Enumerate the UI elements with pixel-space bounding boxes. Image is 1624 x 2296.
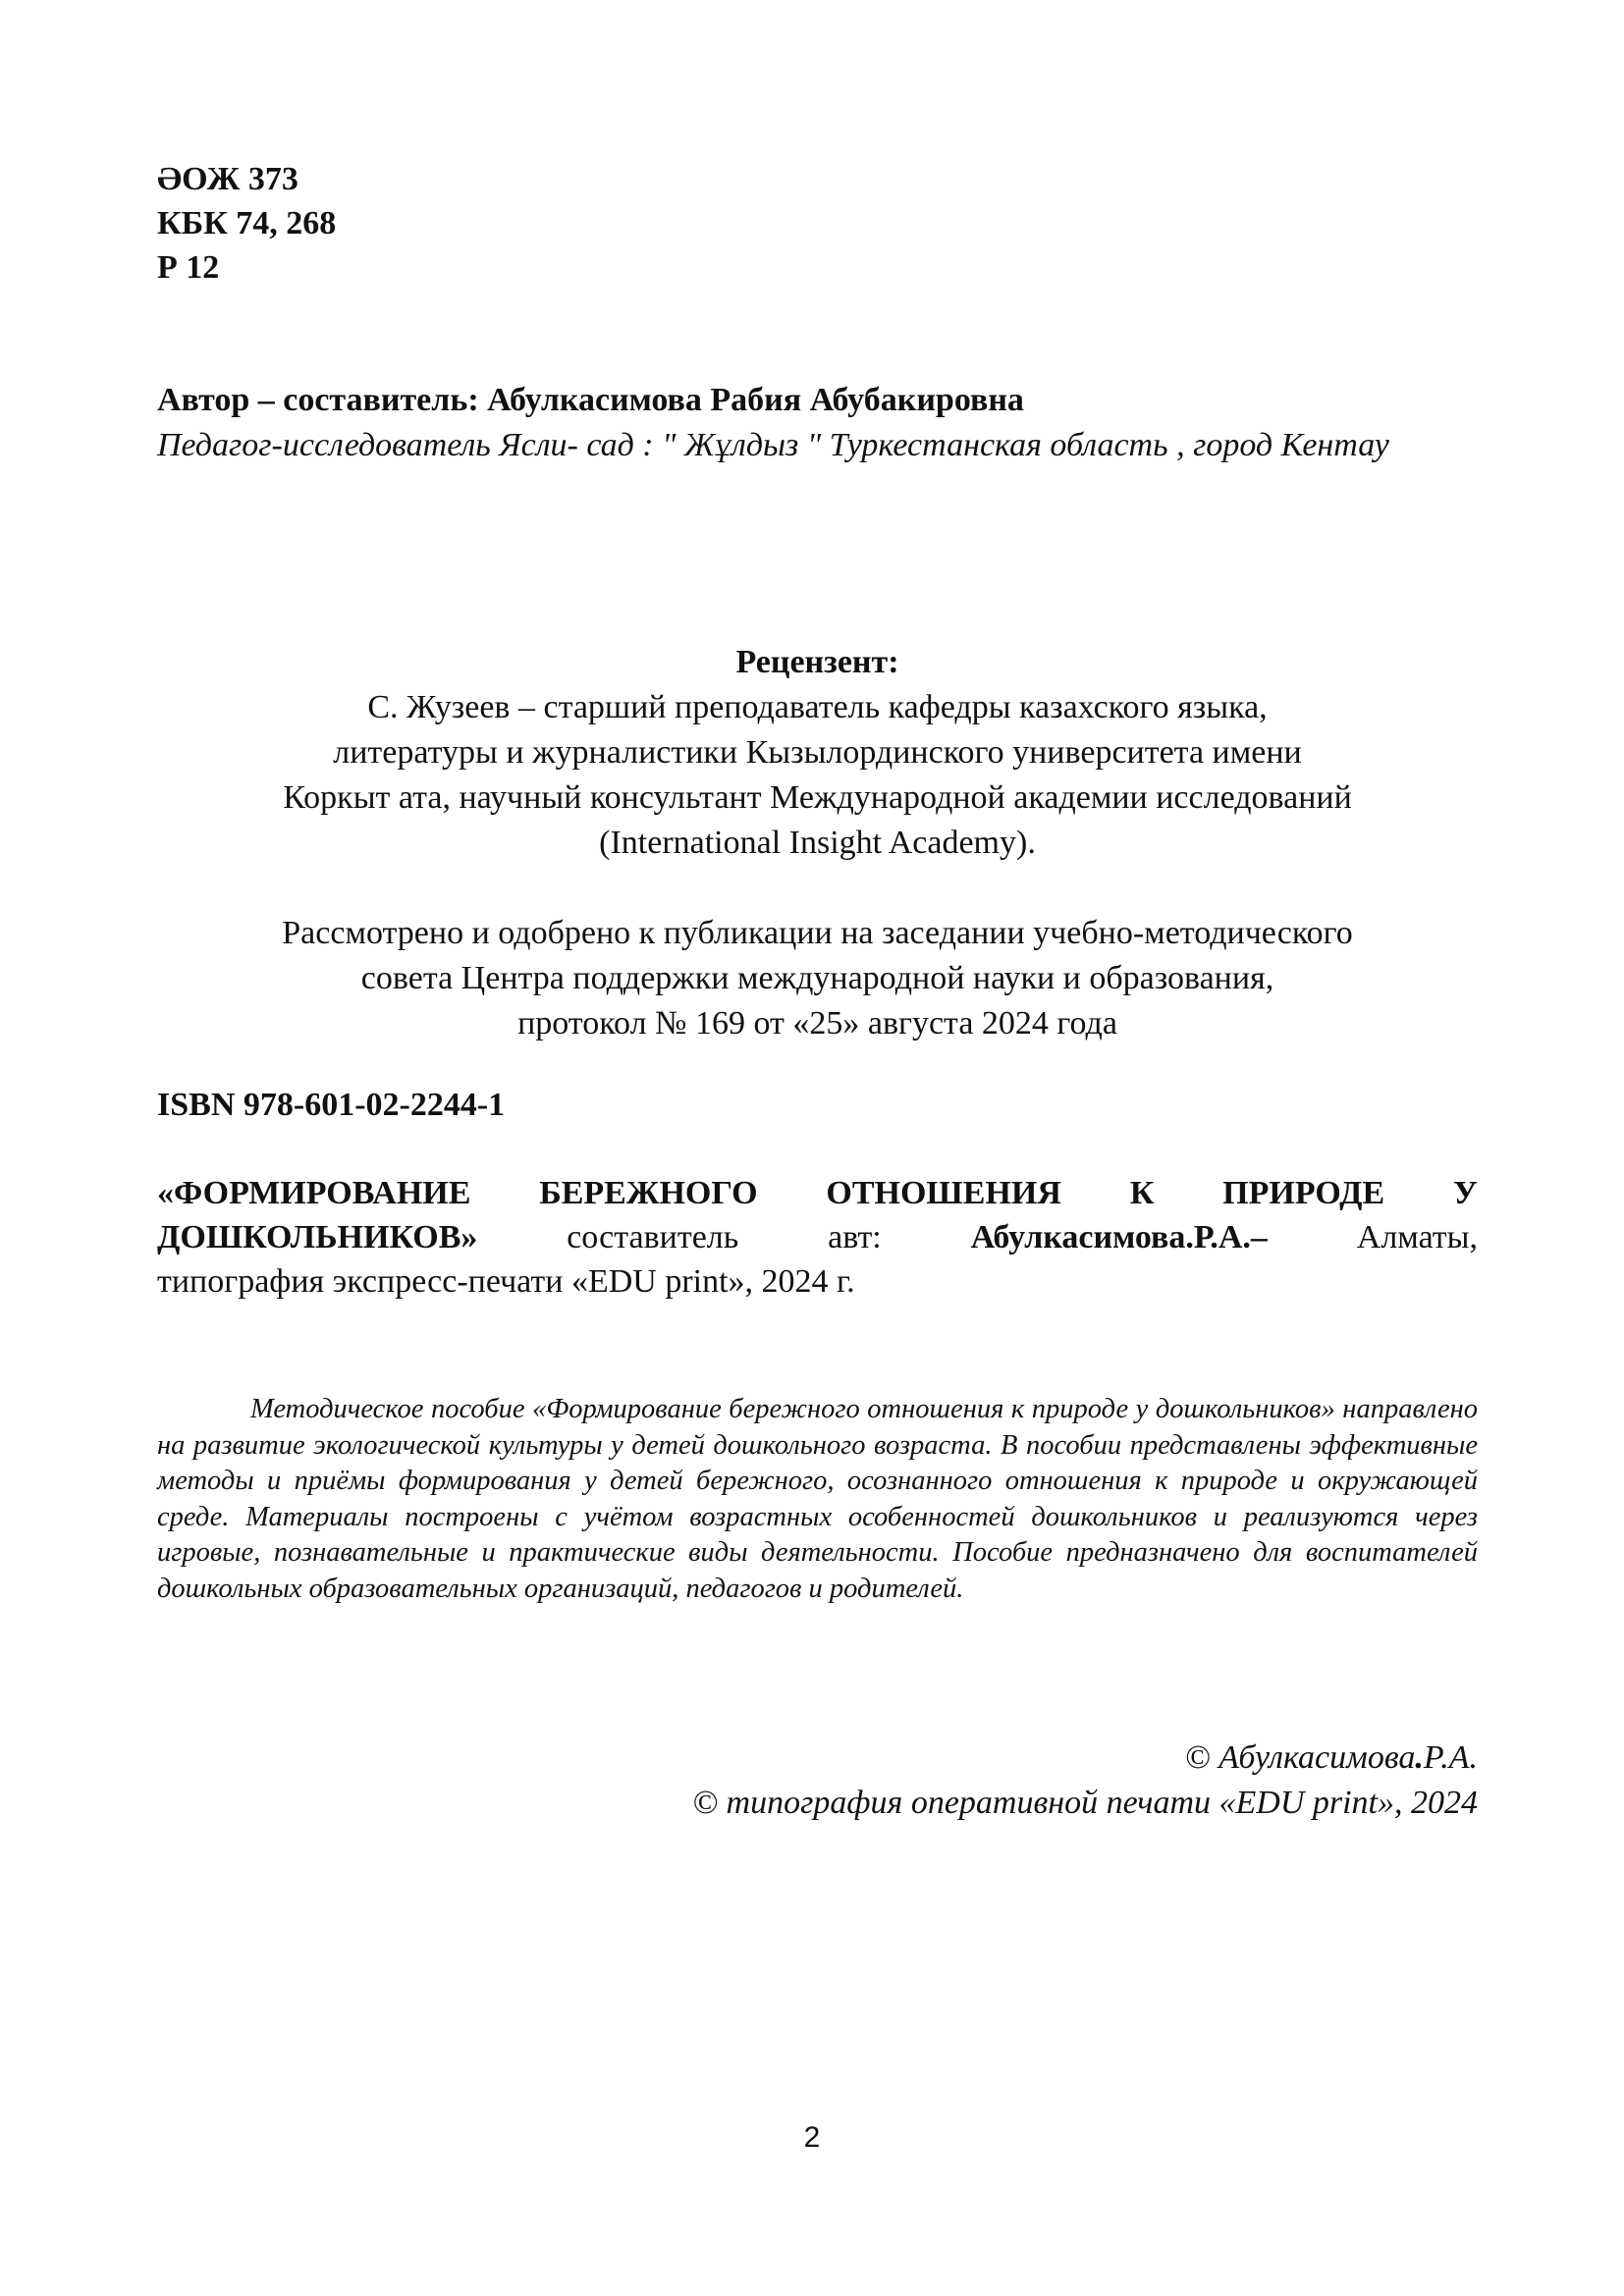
- title-word: «ФОРМИРОВАНИЕ: [157, 1175, 471, 1211]
- udc-code: ӘОЖ 373: [157, 161, 298, 197]
- reviewer-line: (International Insight Academy).: [599, 825, 1036, 861]
- title-word: БЕРЕЖНОГО: [539, 1175, 758, 1211]
- reviewer-line: С. Жузеев – старший преподаватель кафедры казахского языка,: [367, 689, 1268, 725]
- copyright-section: [157, 1735, 1478, 1826]
- abstract: [157, 1392, 1478, 1607]
- page-number: 2: [803, 2121, 821, 2154]
- approval-line: Рассмотрено и одобрено к публикации на заседании учебно-методического: [282, 915, 1353, 951]
- copyright-author-name: © Абулкасимова: [1184, 1739, 1416, 1776]
- compiler-label: составитель: [567, 1219, 739, 1255]
- copyright-publisher: © типография оперативной печати «EDU print», 2024: [692, 1785, 1478, 1821]
- classification-codes: [157, 157, 1478, 290]
- title-word: ОТНОШЕНИЯ: [826, 1175, 1061, 1211]
- bbk-code: КБК 74, 268: [157, 205, 337, 241]
- author-affiliation: Педагог-исследователь Ясли- сад : " Жұлдыз " Туркестанская область , город Кентау: [157, 427, 1389, 463]
- approval-section: [157, 911, 1478, 1046]
- bibliographic-record: [157, 1171, 1478, 1304]
- reviewer-line: литературы и журналистики Кызылординского университета имени: [333, 734, 1302, 771]
- copyright-dot: .: [1415, 1739, 1424, 1776]
- abstract-text: Методическое пособие «Формирование бережного отношения к природе у дошкольников» направлено на развитие экологической культуры у детей дошкольного возраста. В пособии представлены эффективные методы и приёмы формирования у детей бережного, осознанного отношения к природе и окружающей среде. Материалы построены с учётом возрастных особенностей дошкольников и реализуются через игровые, познавательные и практические виды деятельности. Пособие предназначено для воспитателей дошкольных образовательных организаций, педагогов и родителей.: [157, 1394, 1478, 1604]
- isbn: ISBN 978-601-02-2244-1: [157, 1087, 506, 1123]
- title-word: К: [1129, 1175, 1155, 1211]
- title-word: У: [1453, 1175, 1478, 1211]
- book-title-line-2: [157, 1215, 1478, 1259]
- author-section: [157, 378, 1478, 468]
- title-end: ДОШКОЛЬНИКОВ»: [157, 1219, 478, 1255]
- reviewer-section: [157, 640, 1478, 866]
- publisher-line: типография экспресс-печати «EDU print», 2024 г.: [157, 1263, 855, 1300]
- publication-city: Алматы,: [1356, 1219, 1478, 1255]
- approval-line: совета Центра поддержки международной науки и образования,: [360, 960, 1274, 996]
- author-name: Абулкасимова Рабия Абубакировна: [487, 382, 1024, 418]
- compiler-abbr: авт:: [828, 1219, 882, 1255]
- approval-line: протокол № 169 от «25» августа 2024 года: [517, 1005, 1117, 1041]
- copyright-author-initials: Р.А.: [1423, 1739, 1478, 1776]
- author-line: [157, 378, 1478, 423]
- copyright-author: [157, 1735, 1478, 1781]
- reviewer-line: Коркыт ата, научный консультант Международной академии исследований: [283, 779, 1352, 816]
- book-title-line-1: [157, 1171, 1478, 1215]
- title-word: ПРИРОДЕ: [1222, 1175, 1385, 1211]
- author-mark: Р 12: [157, 249, 220, 286]
- compiler-name: Абулкасимова.Р.А.–: [970, 1219, 1268, 1255]
- author-label: Автор – составитель:: [157, 382, 479, 418]
- reviewer-title: Рецензент:: [735, 644, 899, 680]
